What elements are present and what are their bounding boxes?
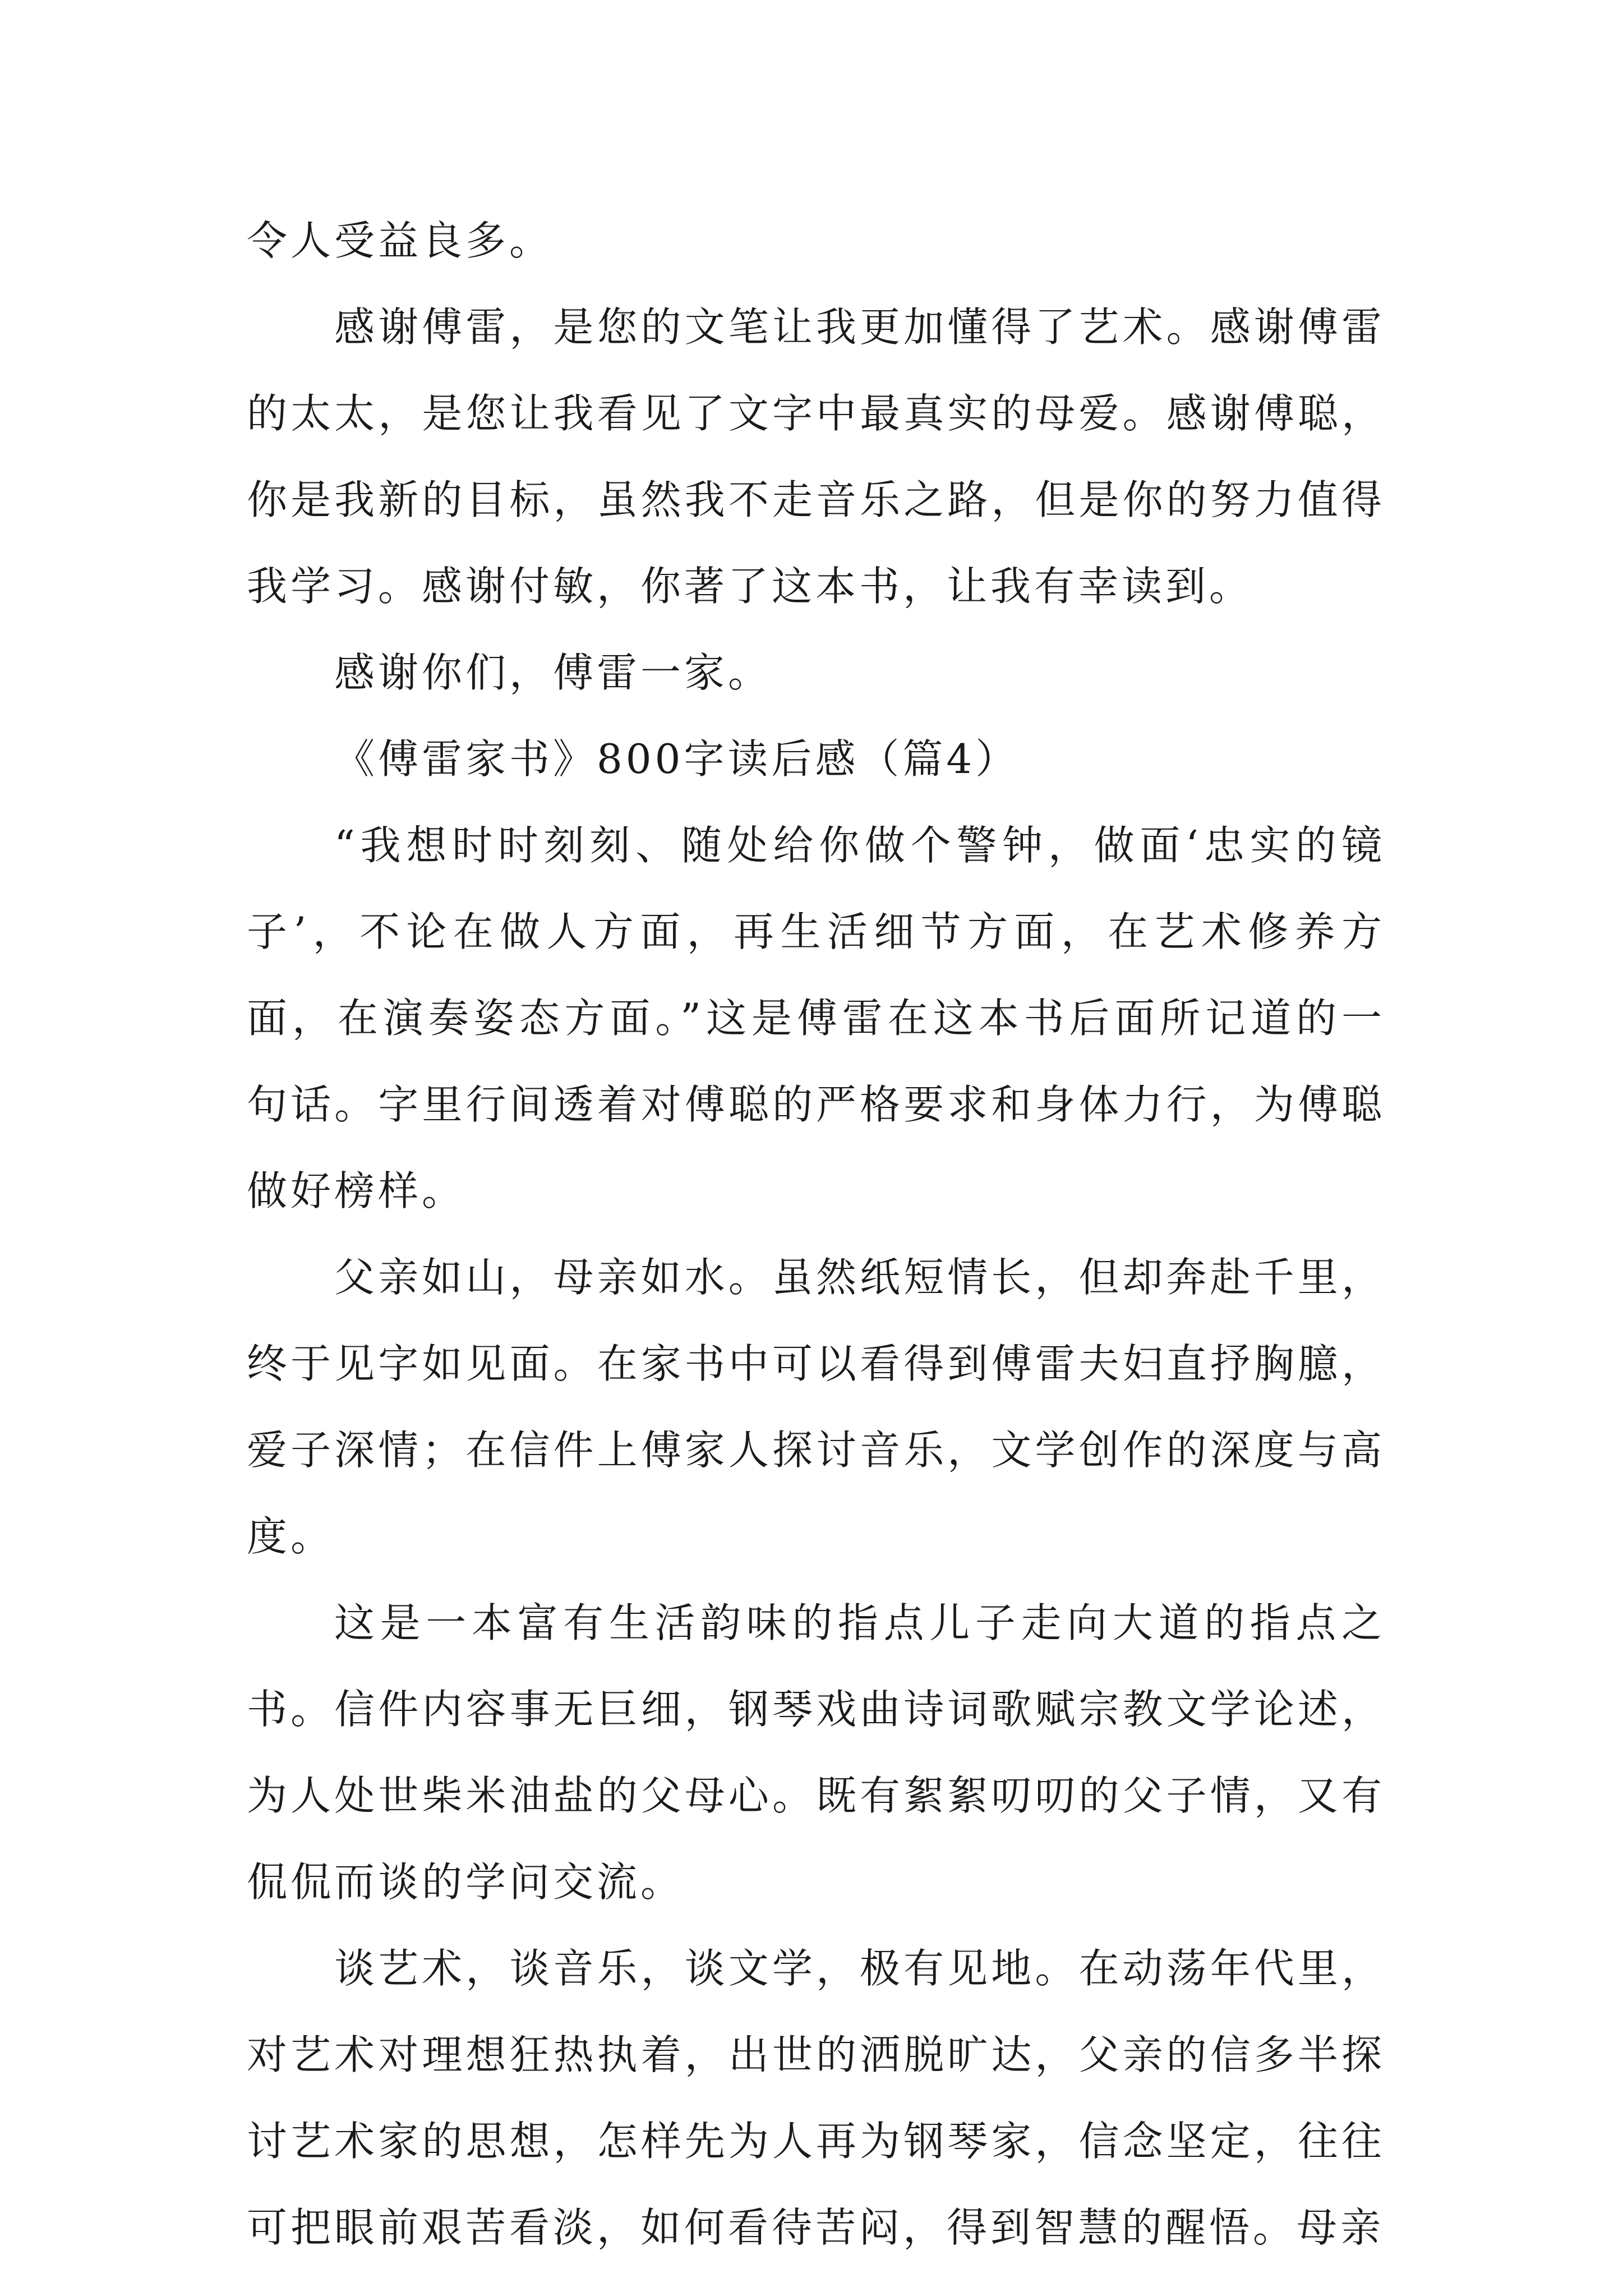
paragraph-thanks-family: 感谢你们，傅雷一家。	[334, 649, 772, 696]
paragraph-book-description: 这是一本富有生活韵味的指点儿子走向大道的指点之书。信件内容事无巨细，钢琴戏曲诗词歌赋宗教文学论述，为人处世柴米油盐的父母心。既有絮絮叨叨的父子情，又有侃侃而谈的学问交流。	[247, 1599, 1385, 1906]
section-heading: 《傅雷家书》800字读后感（篇4）	[334, 735, 1020, 783]
paragraph-thanks: 感谢傅雷，是您的文笔让我更加懂得了艺术。感谢傅雷的太太，是您让我看见了文字中最真实的母爱。感谢傅聪，你是我新的目标，虽然我不走音乐之路，但是你的努力值得我学习。感谢付敏，你著了这本书，让我有幸读到。	[247, 303, 1385, 610]
body-text	[247, 197, 1385, 2271]
paragraph-continuation: 令人受益良多。	[247, 217, 554, 264]
paragraph-art-discussion: 谈艺术，谈音乐，谈文学，极有见地。在动荡年代里，对艺术对理想狂热执着，出世的洒脱旷达，父亲的信多半探讨艺术家的思想，怎样先为人再为钢琴家，信念坚定，往往可把眼前艰苦看淡，如何看待苦闷，得到智慧的醒悟。母亲	[247, 1945, 1385, 2251]
paragraph-quote: “我想时时刻刻、随处给你做个警钟，做面‘忠实的镜子’，不论在做人方面，再生活细节方面，在艺术修养方面，在演奏姿态方面。”这是傅雷在这本书后面所记道的一句话。字里行间透着对傅聪的严格要求和身体力行，为傅聪做好榜样。	[247, 822, 1385, 1214]
paragraph-father-mother: 父亲如山，母亲如水。虽然纸短情长，但却奔赴千里，终于见字如见面。在家书中可以看得到傅雷夫妇直抒胸臆，爱子深情；在信件上傅家人探讨音乐，文学创作的深度与高度。	[247, 1254, 1385, 1560]
